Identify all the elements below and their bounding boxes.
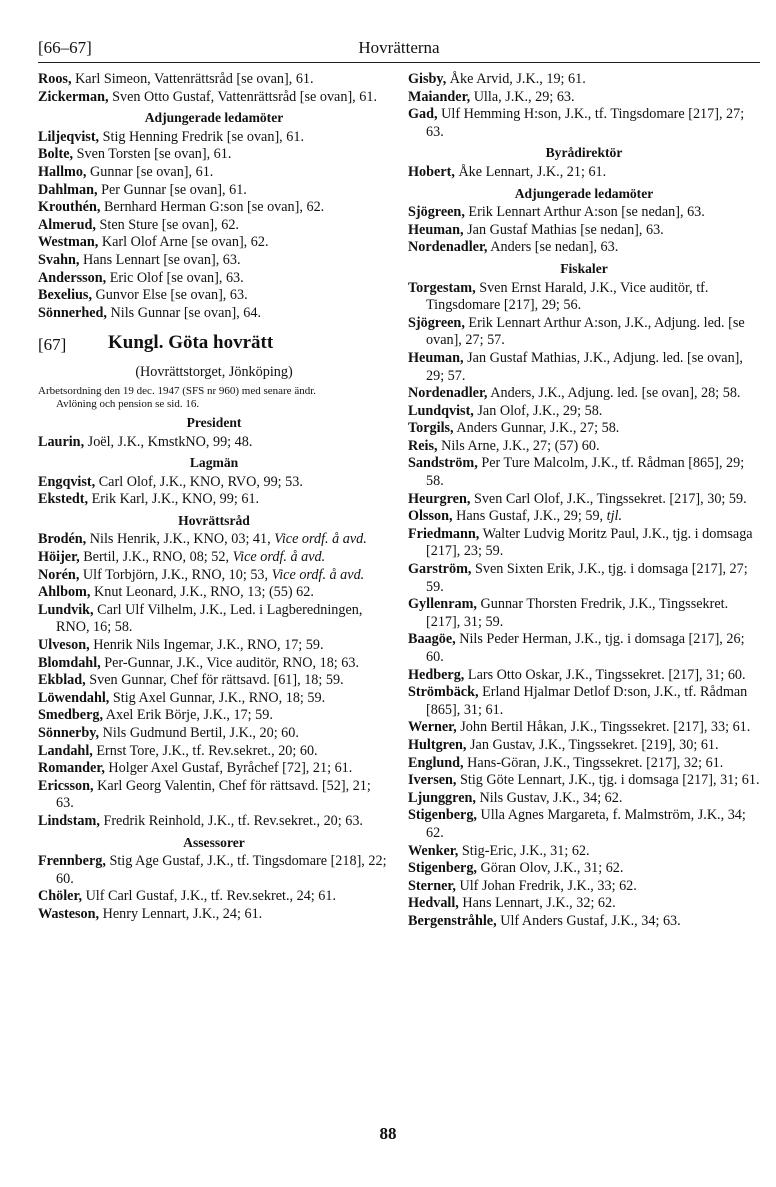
entry-details: Gunnar Thorsten Fredrik, J.K., Tingssekret. [217], 31; 59.	[426, 596, 729, 630]
entry-details: Ulla, J.K., 29; 63.	[470, 88, 575, 105]
entry-italic-note: Vice ordf. å avd.	[232, 549, 326, 566]
court-address: (Hovrättstorget, Jönköping)	[135, 364, 293, 381]
list-item	[38, 672, 390, 690]
entry-details: Jan Gustaf Mathias, J.K., Adjung. led. [se ovan], 29; 57.	[426, 349, 743, 384]
entry-surname: Gad,	[408, 106, 438, 123]
entry-details: Sven Carl Olof, J.K., Tingssekret. [217], 30; 59.	[470, 490, 747, 507]
columns	[38, 71, 760, 931]
list-item	[38, 853, 390, 888]
entry-list	[38, 129, 390, 323]
entry-italic-note: Vice ordf. å avd.	[274, 531, 367, 548]
entry-details: Ulf Johan Fredrik, J.K., 33; 62.	[455, 877, 637, 894]
entry-surname: Wasteson,	[38, 905, 100, 922]
list-item	[38, 760, 390, 778]
list-item	[408, 807, 760, 842]
entry-surname: Friedmann,	[408, 525, 480, 542]
entry-details: Anders [se nedan], 63.	[487, 239, 619, 256]
entry-surname: Smedberg,	[38, 707, 104, 724]
entry-surname: Roos,	[38, 71, 72, 87]
entry-surname: Hobert,	[408, 163, 455, 180]
section-heading: Hovrättsråd	[178, 512, 250, 528]
entry-surname: Nordenadler,	[408, 385, 488, 402]
list-item	[408, 878, 760, 896]
list-item	[38, 549, 390, 567]
entry-details: Jan Gustaf Mathias [se nedan], 63.	[463, 221, 664, 238]
entry-surname: Ekstedt,	[38, 491, 89, 508]
list-item	[408, 420, 760, 438]
list-item	[408, 772, 760, 790]
list-item	[38, 567, 390, 585]
list-item	[408, 860, 760, 878]
entry-details: Sven Torsten [se ovan], 61.	[73, 146, 232, 163]
entry-surname: Gyllenram,	[408, 596, 477, 613]
entry-surname: Sandström,	[408, 455, 478, 472]
section-heading: Fiskaler	[560, 260, 608, 276]
section-heading: Lagmän	[189, 455, 239, 471]
list-item	[38, 906, 390, 924]
entry-details: Axel Erik Börje, J.K., 17; 59.	[103, 707, 273, 724]
entry-surname: Lundqvist,	[408, 402, 474, 419]
entry-details: Holger Axel Gustaf, Byråchef [72], 21; 61.	[104, 760, 353, 777]
entry-details: Sven Gunnar, Chef för rättsavd. [61], 18; 59.	[85, 672, 344, 689]
entry-surname: Romander,	[38, 760, 105, 777]
entry-list	[408, 280, 760, 931]
entry-details: Göran Olov, J.K., 31; 62.	[476, 860, 624, 877]
section-heading: Adjungerade ledamöter	[144, 110, 284, 126]
list-item	[408, 280, 760, 315]
page-number: 88	[379, 1124, 397, 1143]
entry-list	[408, 204, 760, 257]
list-item	[38, 637, 390, 655]
entry-surname: Englund,	[408, 754, 464, 771]
entry-surname: Norén,	[38, 566, 80, 583]
entry-details: Erik Lennart Arthur A:son, J.K., Adjung. led. [se ovan], 27; 57.	[426, 314, 745, 349]
list-item	[38, 813, 390, 831]
entry-surname: Iversen,	[408, 772, 457, 789]
list-item	[38, 655, 390, 673]
list-item	[38, 474, 390, 492]
entry-details: Ulf Torbjörn, J.K., RNO, 10; 53,	[79, 566, 272, 583]
entry-surname: Strömbäck,	[408, 684, 479, 701]
entry-surname: Höijer,	[38, 549, 80, 566]
list-item	[38, 602, 390, 637]
entry-surname: Westman,	[38, 234, 99, 251]
entry-surname: Gisby,	[408, 71, 447, 87]
entry-details: Stig Henning Fredrik [se ovan], 61.	[99, 128, 304, 145]
entry-details: John Bertil Håkan, J.K., Tingssekret. [217], 33; 61.	[456, 719, 751, 736]
list-item	[38, 888, 390, 906]
list-item	[408, 385, 760, 403]
list-item	[38, 707, 390, 725]
entry-details: Åke Arvid, J.K., 19; 61.	[446, 71, 586, 87]
entry-details: Gunvor Else [se ovan], 63.	[92, 287, 248, 304]
entry-details: Carl Olof, J.K., KNO, RVO, 99; 53.	[95, 473, 303, 490]
list-item	[408, 403, 760, 421]
entry-details: Nils Gudmund Bertil, J.K., 20; 60.	[99, 725, 299, 741]
entry-surname: Stigenberg,	[408, 807, 477, 824]
list-item	[408, 843, 760, 861]
entry-surname: Chöler,	[38, 888, 83, 905]
entry-details: Nils Gunnar [se ovan], 64.	[106, 304, 262, 321]
list-item	[38, 164, 390, 182]
entry-details: Henry Lennart, J.K., 24; 61.	[99, 905, 263, 922]
list-item	[38, 89, 390, 107]
entry-surname: Heurgren,	[408, 490, 471, 507]
list-item	[38, 129, 390, 147]
entry-details: Per-Gunnar, J.K., Vice auditör, RNO, 18; 63.	[100, 654, 360, 671]
entry-surname: Dahlman,	[38, 181, 98, 198]
court-number: [67]	[38, 335, 67, 355]
entry-italic-note: tjl.	[606, 508, 623, 525]
entry-details: Karl Simeon, Vattenrättsråd [se ovan], 61.	[71, 71, 314, 87]
list-item	[38, 182, 390, 200]
entry-details: Hans Lennart [se ovan], 63.	[79, 251, 241, 268]
entry-surname: Bolte,	[38, 146, 74, 163]
list-item	[408, 561, 760, 596]
entry-surname: Ulveson,	[38, 637, 90, 654]
entry-details: Nils Peder Herman, J.K., tjg. i domsaga [217], 26; 60.	[426, 631, 745, 665]
header-page-range: [66–67]	[38, 38, 92, 57]
list-item	[408, 71, 760, 89]
entry-list	[38, 853, 390, 923]
entry-details: Fredrik Reinhold, J.K., tf. Rev.sekret., 20; 63.	[99, 812, 363, 829]
entry-surname: Ekblad,	[38, 672, 86, 689]
list-item	[38, 305, 390, 323]
entry-surname: Bergenstråhle,	[408, 912, 497, 929]
entry-surname: Engqvist,	[38, 473, 96, 490]
list-item	[38, 743, 390, 761]
entry-list	[38, 71, 390, 106]
list-item	[38, 199, 390, 217]
list-item	[408, 89, 760, 107]
entry-details: Jan Gustav, J.K., Tingssekret. [219], 30; 61.	[466, 736, 719, 753]
entry-surname: Torgestam,	[408, 279, 476, 296]
list-item	[38, 287, 390, 305]
list-item	[408, 350, 760, 385]
entry-details: Stig Göte Lennart, J.K., tjg. i domsaga [217], 31; 61.	[456, 772, 760, 789]
entry-surname: Lundvik,	[38, 601, 94, 618]
entry-surname: Ljunggren,	[408, 789, 476, 806]
page	[38, 38, 760, 931]
list-item	[408, 719, 760, 737]
entry-surname: Svahn,	[38, 251, 80, 268]
entry-surname: Reis,	[408, 437, 438, 454]
entry-details: Ernst Tore, J.K., tf. Rev.sekret., 20; 60.	[92, 742, 318, 759]
list-item	[408, 164, 760, 182]
entry-details: Hans Gustaf, J.K., 29; 59,	[452, 508, 607, 525]
entry-surname: Lindstam,	[38, 812, 100, 829]
entry-surname: Frennberg,	[38, 853, 106, 870]
list-item	[408, 455, 760, 490]
entry-surname: Krouthén,	[38, 199, 101, 216]
entry-surname: Almerud,	[38, 216, 96, 233]
entry-surname: Baagöe,	[408, 631, 456, 648]
list-item	[408, 204, 760, 222]
entry-surname: Olsson,	[408, 508, 453, 525]
list-item	[408, 667, 760, 685]
entry-details: Sven Sixten Erik, J.K., tjg. i domsaga [217], 27; 59.	[426, 561, 748, 595]
entry-details: Ulf Hemming H:son, J.K., tf. Tingsdomare [217], 27; 63.	[426, 106, 745, 140]
entry-details: Karl Georg Valentin, Chef för rättsavd. [52], 21; 63.	[56, 777, 371, 812]
entry-details: Bernhard Herman G:son [se ovan], 62.	[100, 199, 325, 216]
entry-details: Nils Gustav, J.K., 34; 62.	[475, 789, 623, 806]
entry-italic-note: Vice ordf. å avd.	[271, 566, 365, 583]
list-item	[408, 508, 760, 526]
entry-details: Gunnar [se ovan], 61.	[86, 163, 214, 180]
list-item	[408, 526, 760, 561]
list-item	[408, 913, 760, 931]
list-item	[38, 217, 390, 235]
entry-surname: Sönnerhed,	[38, 304, 107, 321]
list-item	[408, 222, 760, 240]
section-heading: President	[186, 414, 242, 430]
list-item	[38, 690, 390, 708]
entry-details: Stig Age Gustaf, J.K., tf. Tingsdomare [218], 22; 60.	[56, 853, 387, 887]
list-item	[408, 755, 760, 773]
entry-surname: Bexelius,	[38, 287, 92, 304]
entry-details: Nils Henrik, J.K., KNO, 03; 41,	[86, 531, 275, 548]
entry-surname: Nordenadler,	[408, 239, 488, 256]
entry-details: Åke Lennart, J.K., 21; 61.	[454, 163, 607, 180]
entry-details: Hans Lennart, J.K., 32; 62.	[458, 895, 616, 912]
list-item	[38, 234, 390, 252]
list-item	[38, 71, 390, 89]
entry-surname: Heuman,	[408, 349, 464, 366]
entry-details: Lars Otto Oskar, J.K., Tingssekret. [217], 31; 60.	[464, 666, 746, 683]
entry-details: Henrik Nils Ingemar, J.K., RNO, 17; 59.	[89, 637, 324, 654]
right-column	[408, 71, 760, 931]
entry-details: Knut Leonard, J.K., RNO, 13; (55) 62.	[90, 584, 314, 601]
section-heading: Byrådirektör	[545, 145, 623, 161]
entry-surname: Sterner,	[408, 877, 456, 894]
header-title: Hovrätterna	[358, 38, 440, 57]
court-name: Kungl. Göta hovrätt	[108, 332, 274, 354]
left-column	[38, 71, 390, 931]
entry-details: Sven Ernst Harald, J.K., Vice auditör, tf. Tingsdomare [217], 29; 56.	[426, 279, 709, 314]
entry-surname: Andersson,	[38, 269, 107, 286]
entry-surname: Heuman,	[408, 221, 464, 238]
entry-details: Ulf Carl Gustaf, J.K., tf. Rev.sekret., 24; 61.	[82, 888, 337, 905]
entry-list	[38, 531, 390, 830]
list-item	[408, 596, 760, 631]
entry-surname: Hedberg,	[408, 666, 465, 683]
entry-details: Anders Gunnar, J.K., 27; 58.	[453, 420, 620, 437]
list-item	[408, 631, 760, 666]
entry-surname: Löwendahl,	[38, 689, 110, 706]
ordinance-note: Arbetsordning den 19 dec. 1947 (SFS nr 960) med senare ändr.	[38, 384, 317, 397]
entry-details: Carl Ulf Vilhelm, J.K., Led. i Lagberedningen, RNO, 16; 58.	[56, 601, 363, 636]
entry-surname: Sönnerby,	[38, 725, 100, 741]
court-heading	[38, 332, 390, 362]
entry-details: Erik Karl, J.K., KNO, 99; 61.	[88, 491, 260, 508]
salary-note: Avlöning och pension se sid. 16.	[56, 397, 200, 410]
entry-surname: Torgils,	[408, 420, 454, 437]
entry-surname: Blomdahl,	[38, 654, 101, 671]
list-item	[408, 790, 760, 808]
entry-details: Hans-Göran, J.K., Tingssekret. [217], 32; 61.	[463, 754, 724, 771]
entry-details: Nils Arne, J.K., 27; (57) 60.	[437, 437, 600, 454]
list-item	[38, 725, 390, 743]
entry-surname: Wenker,	[408, 842, 459, 859]
entry-surname: Garström,	[408, 561, 472, 578]
entry-details: Anders, J.K., Adjung. led. [se ovan], 28; 58.	[487, 385, 741, 402]
list-item	[408, 737, 760, 755]
entry-details: Erland Hjalmar Detlof D:son, J.K., tf. Rådman [865], 31; 61.	[426, 684, 748, 718]
entry-surname: Hallmo,	[38, 163, 87, 180]
entry-details: Joël, J.K., KmstkNO, 99; 48.	[84, 433, 253, 450]
entry-list	[38, 434, 390, 452]
entry-list	[408, 164, 760, 182]
list-item	[38, 270, 390, 288]
entry-details: Eric Olof [se ovan], 63.	[106, 269, 244, 286]
list-item	[38, 491, 390, 509]
entry-details: Per Ture Malcolm, J.K., tf. Rådman [865], 29; 58.	[426, 455, 745, 490]
section-heading: Assessorer	[183, 834, 245, 850]
list-item	[408, 491, 760, 509]
list-item	[38, 146, 390, 164]
entry-surname: Maiander,	[408, 88, 471, 105]
entry-details: Stig Axel Gunnar, J.K., RNO, 18; 59.	[109, 689, 326, 706]
entry-surname: Liljeqvist,	[38, 128, 100, 145]
list-item	[38, 584, 390, 602]
running-header	[38, 38, 760, 63]
entry-surname: Ericsson,	[38, 777, 94, 794]
entry-surname: Ahlbom,	[38, 584, 91, 601]
entry-surname: Hedvall,	[408, 895, 459, 912]
entry-surname: Zickerman,	[38, 88, 109, 105]
list-item	[38, 252, 390, 270]
entry-surname: Landahl,	[38, 742, 93, 759]
entry-details: Ulla Agnes Margareta, f. Malmström, J.K., 34; 62.	[426, 807, 746, 841]
list-item	[408, 438, 760, 456]
list-item	[408, 315, 760, 350]
list-item	[408, 684, 760, 719]
entry-surname: Werner,	[408, 719, 457, 736]
entry-surname: Sjögreen,	[408, 314, 465, 331]
entry-details: Bertil, J.K., RNO, 08; 52,	[79, 549, 233, 566]
entry-details: Per Gunnar [se ovan], 61.	[97, 181, 247, 198]
list-item	[408, 895, 760, 913]
list-item	[408, 239, 760, 257]
entry-details: Sten Sture [se ovan], 62.	[95, 216, 239, 233]
entry-surname: Sjögreen,	[408, 204, 465, 221]
entry-details: Karl Olof Arne [se ovan], 62.	[98, 234, 269, 251]
entry-details: Stig-Eric, J.K., 31; 62.	[458, 842, 590, 859]
list-item	[38, 531, 390, 549]
section-heading: Adjungerade ledamöter	[514, 185, 654, 201]
entry-surname: Brodén,	[38, 531, 87, 548]
list-item	[38, 434, 390, 452]
entry-details: Erik Lennart Arthur A:son [se nedan], 63.	[464, 204, 705, 221]
entry-surname: Laurin,	[38, 433, 85, 450]
entry-details: Walter Ludvig Moritz Paul, J.K., tjg. i domsaga [217], 23; 59.	[426, 525, 753, 560]
entry-details: Ulf Anders Gustaf, J.K., 34; 63.	[496, 912, 681, 929]
entry-surname: Hultgren,	[408, 736, 467, 753]
entry-list	[38, 474, 390, 509]
list-item	[38, 778, 390, 813]
entry-list	[408, 71, 760, 141]
entry-details: Jan Olof, J.K., 29; 58.	[473, 402, 603, 419]
entry-surname: Stigenberg,	[408, 860, 477, 877]
entry-details: Sven Otto Gustaf, Vattenrättsråd [se ovan], 61.	[108, 88, 377, 105]
list-item	[408, 106, 760, 141]
